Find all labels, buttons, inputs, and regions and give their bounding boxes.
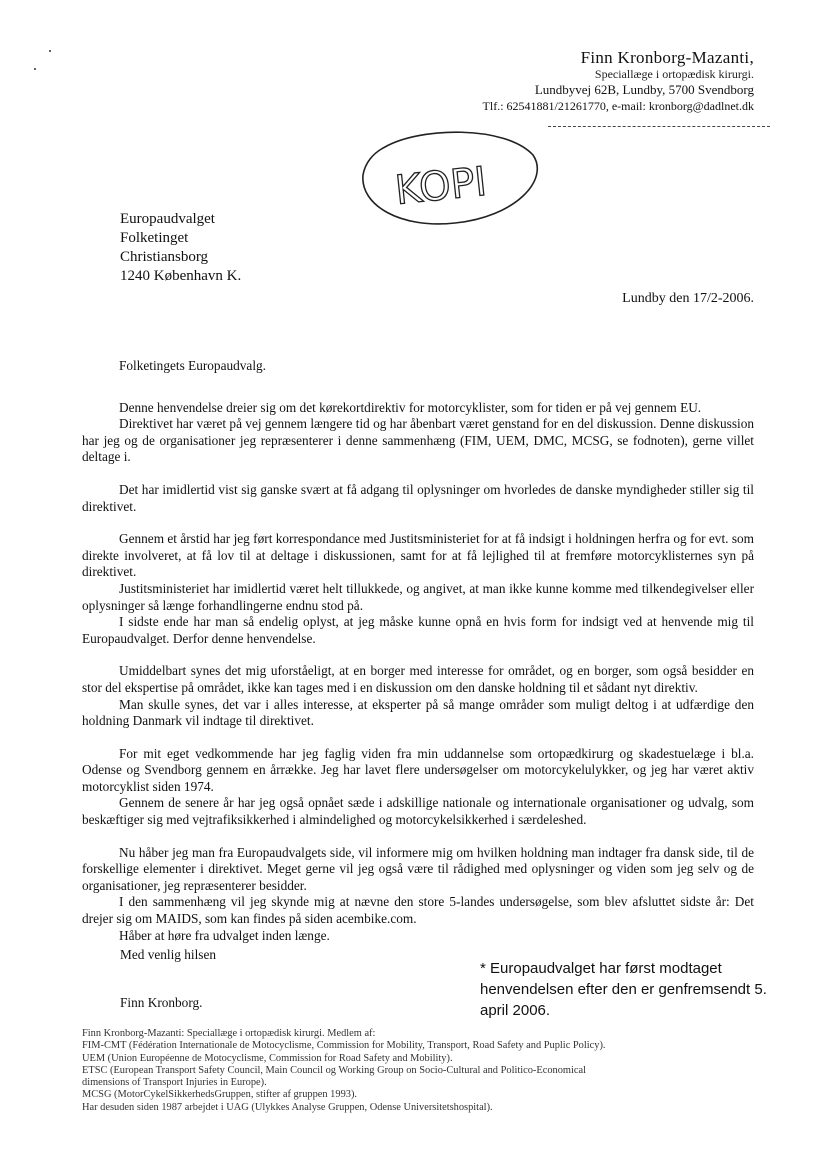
letter-body: [82, 358, 754, 944]
handwritten-note: * Europaudvalget har først modtaget henvendelsen efter den er genfremsendt 5. april 2006.: [480, 960, 767, 1019]
closing: Med venlig hilsen: [120, 947, 217, 962]
recipient-line: Folketinget: [120, 230, 189, 246]
sender-contact: Tlf.: 62541881/21261770, e-mail: kronborg@dadlnet.dk: [482, 99, 754, 113]
body-paragraph: Direktivet har været på vej gennem længere tid og har åbenbart været genstand for en del diskussion. Denne diskussion har jeg og de organisationer jeg repræsenterer i denne sammenhæng (FIM, UEM, DMC, MCSG, se fodnoten), gerne villet deltage i.: [82, 416, 754, 465]
sender-name: Finn Kronborg-Mazanti,: [580, 48, 754, 67]
letterhead: [483, 50, 754, 114]
footnote-line: Finn Kronborg-Mazanti: Speciallæge i ortopædisk kirurgi. Medlem af:: [82, 1028, 376, 1039]
body-paragraph: I sidste ende har man så endelig oplyst, at jeg måske kunne opnå en hvis form for indsigt ved at henvende mig til Europaudvalget. Derfor denne henvendelse.: [82, 614, 754, 646]
kopi-stamp: [345, 125, 545, 235]
body-paragraph: Umiddelbart synes det mig uforståeligt, at en borger med interesse for området, og en borger, som også besidder en stor del ekspertise på området, ikke kan tages med i en diskussion om den danske holdning til et sådant nyt direktiv.: [82, 663, 754, 695]
footnote: [82, 1028, 762, 1114]
footnote-line: MCSG (MotorCykelSikkerhedsGruppen, stifter af gruppen 1993).: [82, 1089, 358, 1101]
letter-date: Lundby den 17/2-2006.: [622, 291, 754, 306]
recipient-line: 1240 København K.: [120, 268, 242, 284]
footnote-line: ETSC (European Transport Safety Council, Main Council og Working Group on Socio-Cultural and Politico-Economical: [82, 1064, 587, 1076]
body-paragraph: Gennem de senere år har jeg også opnået sæde i adskillige nationale og internationale organisationer og udvalg, som beskæftiger sig med vejtrafiksikkerhed i almindelighed og motorcykelsikkerhed i særdeleshed.: [82, 795, 754, 828]
recipient-address: [120, 210, 241, 286]
footnote-line: dimensions of Transport Injuries in Europe).: [82, 1077, 267, 1089]
body-paragraph: For mit eget vedkommende har jeg faglig viden fra min uddannelse som ortopædkirurg og skadestuelæge i bl.a. Odense og Svendborg gennem en årrække. Jeg har lavet flere undersøgelser om motorcykelulykker, og jeg har været aktiv motorcyklist siden 1974.: [82, 745, 754, 794]
salutation: Folketingets Europaudvalg.: [119, 358, 266, 373]
footnote-line: UEM (Union Européenne de Motocyclisme, Commission for Road Safety and Mobility).: [82, 1052, 453, 1064]
footnote-line: Har desuden siden 1987 arbejdet i UAG (Ulykkes Analyse Gruppen, Odense Universitetshospital).: [82, 1101, 493, 1113]
recipient-line: Christiansborg: [120, 249, 209, 265]
letterhead-divider: [548, 126, 770, 127]
body-paragraph: Håber at høre fra udvalget inden længe.: [119, 927, 330, 943]
body-paragraph: Denne henvendelse dreier sig om det kørekortdirektiv for motorcyklister, som for tiden er på vej gennem EU.: [119, 399, 702, 415]
body-paragraph: Det har imidlertid vist sig ganske svært at få adgang til oplysninger om hvorledes de danske myndigheder stiller sig til direktivet.: [82, 481, 754, 514]
stamp-text: KOPI: [392, 158, 489, 215]
body-paragraph: Gennem et årstid har jeg ført korrespondance med Justitsministeriet for at få indsigt i holdningen herfra og for evt. som direkte involveret, at få lov til at deltage i diskussionen, samt for at få lejlighed til at fremføre motorcyklisternes syn på direktivet.: [82, 531, 754, 580]
body-paragraph: Man skulle synes, det var i alles interesse, at eksperter på så mange områder som muligt deltog i at udfærdige den holdning Danmark vil indtage til direktivet.: [82, 696, 754, 729]
sender-address: Lundbyvej 62B, Lundby, 5700 Svendborg: [534, 82, 754, 97]
signature: Finn Kronborg.: [120, 995, 203, 1010]
sender-title: Speciallæge i ortopædisk kirurgi.: [594, 67, 754, 81]
recipient-line: Europaudvalget: [120, 211, 215, 227]
body-paragraph: Nu håber jeg man fra Europaudvalgets side, vil informere mig om hvilken holdning man indtager fra dansk side, til de forskellige elementer i direktivet. Meget gerne vil jeg også være til rådighed med oplysninger og viden som jeg selv og de organisationer, jeg repræsenterer besidder.: [82, 844, 754, 893]
body-paragraph: I den sammenhæng vil jeg skynde mig at nævne den store 5-landes undersøgelse, som blev afsluttet sidste år: Det drejer sig om MAIDS, som kan findes på siden acembike.com.: [82, 894, 754, 927]
footnote-line: FIM-CMT (Fédération Internationale de Motocyclisme, Commission for Mobility, Transport, Road Safety and Puplic Policy).: [82, 1040, 606, 1052]
body-paragraph: Justitsministeriet har imidlertid været helt tillukkede, og angivet, at man ikke kunne komme med tilkendegivelser eller oplysninger så længe forhandlingerne endnu stod på.: [82, 580, 754, 613]
